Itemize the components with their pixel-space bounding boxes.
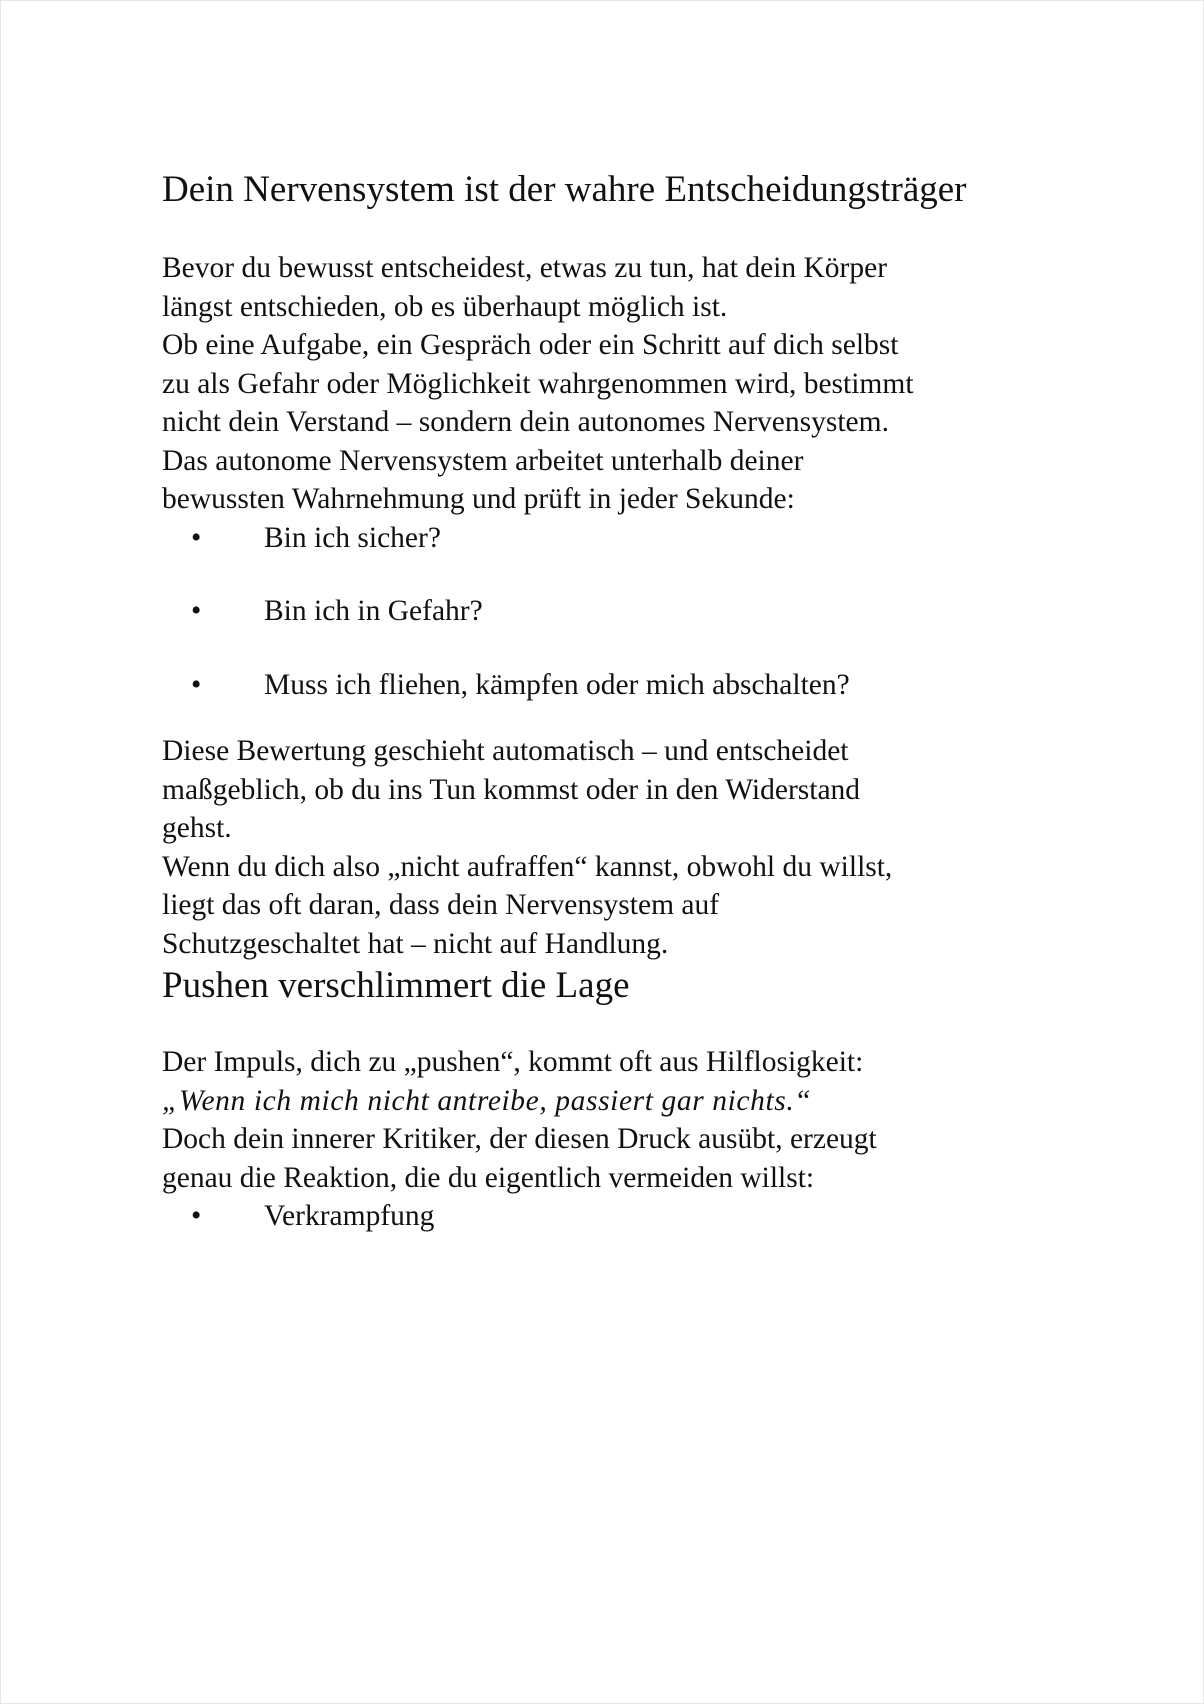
section-heading-nervensystem: Dein Nervensystem ist der wahre Entscheidungsträger [162, 169, 967, 210]
page-content [162, 167, 1062, 1271]
list-item-text: Bin ich in Gefahr? [264, 595, 483, 627]
list-item-text: Muss ich fliehen, kämpfen oder mich abschalten? [264, 668, 850, 701]
list-item [162, 519, 1062, 558]
paragraph-impulse [162, 1043, 1062, 1197]
bullet-icon: • [191, 1200, 202, 1232]
paragraph-line: maßgeblich, ob du ins Tun kommst oder in den Widerstand [162, 773, 861, 806]
reaction-list [162, 1197, 1062, 1236]
italic-quote: „Wenn ich mich nicht antreibe, passiert gar nichts.“ [162, 1084, 812, 1117]
paragraph-line: Ob eine Aufgabe, ein Gespräch oder ein Schritt auf dich selbst [162, 329, 899, 361]
bullet-icon: • [191, 595, 202, 627]
paragraph-intro [162, 249, 1062, 442]
paragraph-line: Doch dein innerer Kritiker, der diesen Druck ausübt, erzeugt [162, 1123, 877, 1155]
bullet-icon: • [191, 668, 202, 701]
paragraph-line: Das autonome Nervensystem arbeitet unterhalb deiner [162, 444, 804, 477]
paragraph-line: Der Impuls, dich zu „pushen“, kommt oft aus Hilflosigkeit: [162, 1046, 864, 1078]
paragraph-line: Wenn du dich also „nicht aufraffen“ kannst, obwohl du willst, [162, 850, 893, 883]
paragraph-line: zu als Gefahr oder Möglichkeit wahrgenommen wird, bestimmt [162, 367, 914, 400]
section-heading-pushen: Pushen verschlimmert die Lage [162, 965, 630, 1006]
paragraph-autonomic [162, 442, 1062, 519]
list-item [162, 592, 1062, 631]
list-item [162, 1197, 1062, 1236]
bullet-icon: • [191, 521, 202, 554]
list-item-text: Bin ich sicher? [264, 521, 441, 554]
paragraph-line: gehst. [162, 812, 232, 844]
quote-line [162, 1082, 1062, 1121]
paragraph-line: Diese Bewertung geschieht automatisch – und entscheidet [162, 735, 849, 767]
list-item-text: Verkrampfung [264, 1200, 435, 1232]
paragraph-line: nicht dein Verstand – sondern dein autonomes Nervensystem. [162, 406, 889, 438]
paragraph-line: Bevor du bewusst entscheidest, etwas zu tun, hat dein Körper [162, 252, 888, 284]
paragraph-line: genau die Reaktion, die du eigentlich vermeiden willst: [162, 1161, 815, 1194]
paragraph-line: liegt das oft daran, dass dein Nervensystem auf [162, 889, 720, 921]
list-item [162, 666, 1062, 705]
question-list [162, 519, 1062, 705]
paragraph-evaluation [162, 732, 1062, 848]
paragraph-line: längst entschieden, ob es überhaupt möglich ist. [162, 290, 728, 323]
paragraph-line: Schutzgeschaltet hat – nicht auf Handlung. [162, 927, 669, 960]
paragraph-conclusion [162, 848, 1062, 964]
paragraph-line: bewussten Wahrnehmung und prüft in jeder Sekunde: [162, 483, 795, 515]
